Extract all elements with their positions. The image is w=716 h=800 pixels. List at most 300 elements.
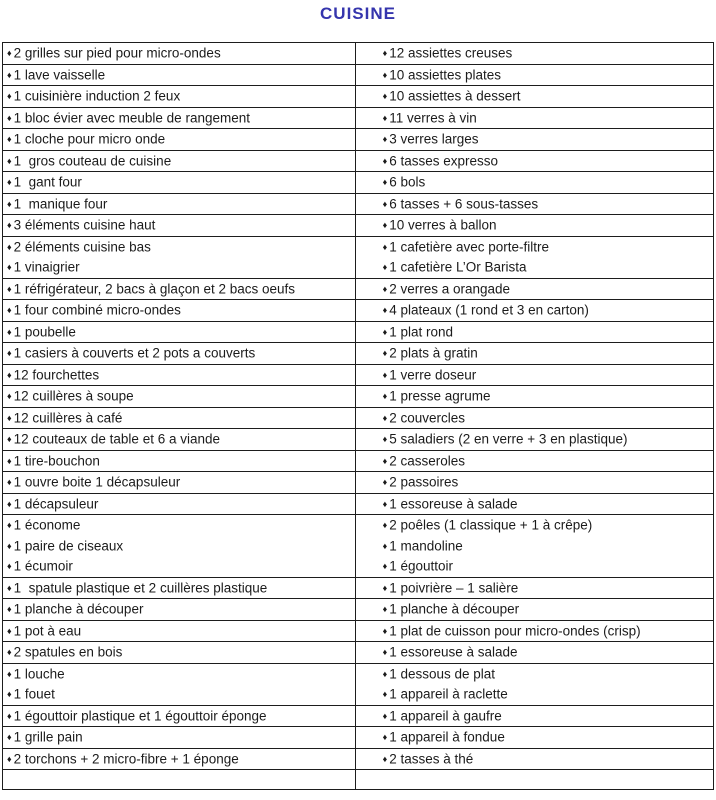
item-text: 1 planche à découper [13, 601, 144, 617]
item-text: 1 ouvre boite 1 décapsuleur [13, 474, 181, 490]
item-text: 1 cafetière avec porte-filtre [389, 239, 550, 254]
right-cell [355, 642, 713, 664]
left-cell [3, 107, 356, 129]
diamond-bullet-icon: ♦ [7, 625, 12, 636]
item-text: 1 manique four [13, 196, 108, 211]
left-cell [3, 386, 356, 408]
table-row [3, 215, 714, 237]
right-cell [355, 236, 713, 278]
list-item [3, 451, 355, 472]
list-item [3, 727, 355, 748]
table-row [3, 620, 714, 642]
list-item [3, 706, 355, 727]
table-row [3, 64, 714, 86]
diamond-bullet-icon: ♦ [7, 477, 12, 487]
left-cell [3, 663, 356, 705]
right-cell [355, 599, 713, 621]
list-item [356, 300, 713, 321]
diamond-bullet-icon: ♦ [7, 220, 12, 230]
list-item [3, 215, 355, 236]
item-text: 2 casseroles [389, 453, 466, 468]
item-text: 1 vinaigrier [13, 259, 80, 275]
list-item [3, 578, 355, 599]
diamond-bullet-icon: ♦ [7, 455, 12, 466]
diamond-bullet-icon: ♦ [382, 477, 388, 487]
table-row [3, 236, 714, 278]
left-cell [3, 515, 356, 578]
item-text: 1 lave vaisselle [13, 67, 106, 82]
item-text: 1 tire-bouchon [13, 453, 100, 468]
item-text: 1 spatule plastique et 2 cuillères plastique [13, 580, 268, 595]
item-text: 6 tasses + 6 sous-tasses [389, 196, 539, 211]
right-cell [355, 663, 713, 705]
right-cell [355, 407, 713, 429]
item-text: 1 poubelle [13, 324, 76, 339]
list-item [3, 684, 355, 705]
right-cell [355, 107, 713, 129]
right-cell [355, 705, 713, 727]
list-item [3, 599, 355, 620]
item-text: 1 économe [13, 517, 81, 533]
diamond-bullet-icon: ♦ [382, 155, 388, 166]
list-item [3, 556, 355, 577]
list-item [356, 515, 713, 536]
list-item [3, 749, 355, 770]
left-cell [3, 364, 356, 386]
page-title: CUISINE [320, 4, 396, 23]
right-cell [355, 321, 713, 343]
diamond-bullet-icon: ♦ [382, 412, 388, 423]
list-item [3, 343, 355, 364]
item-text: 3 verres larges [389, 131, 479, 147]
left-cell [3, 620, 356, 642]
left-cell [3, 215, 356, 237]
diamond-bullet-icon: ♦ [7, 369, 12, 380]
diamond-bullet-icon: ♦ [7, 561, 12, 571]
item-text: 1 verre doseur [389, 367, 477, 382]
item-text: 1 essoreuse à salade [389, 644, 518, 660]
diamond-bullet-icon: ♦ [382, 326, 388, 337]
item-text: 6 tasses expresso [389, 153, 499, 168]
diamond-bullet-icon: ♦ [7, 91, 12, 101]
list-item [3, 642, 355, 663]
list-item [3, 279, 355, 300]
diamond-bullet-icon: ♦ [382, 625, 388, 636]
diamond-bullet-icon: ♦ [7, 348, 12, 358]
list-item [356, 343, 713, 364]
list-item [3, 536, 355, 557]
table-row [3, 429, 714, 451]
list-item [356, 472, 713, 493]
left-cell [3, 450, 356, 472]
table-row [3, 172, 714, 194]
diamond-bullet-icon: ♦ [382, 369, 388, 380]
list-item [356, 151, 713, 172]
diamond-bullet-icon: ♦ [7, 305, 12, 315]
list-item [356, 279, 713, 300]
inventory-table-body [3, 43, 714, 790]
list-item [356, 257, 713, 278]
diamond-bullet-icon: ♦ [7, 689, 12, 699]
item-text: 1 mandoline [389, 538, 463, 553]
diamond-bullet-icon: ♦ [382, 198, 388, 209]
left-cell [3, 642, 356, 664]
item-text: 1 écumoir [13, 558, 73, 574]
item-text: 1 louche [13, 666, 65, 681]
diamond-bullet-icon: ♦ [382, 305, 388, 315]
right-cell [355, 215, 713, 237]
list-item [356, 706, 713, 727]
list-item [3, 408, 355, 429]
list-item [356, 322, 713, 343]
diamond-bullet-icon: ♦ [382, 540, 388, 551]
diamond-bullet-icon: ♦ [7, 668, 12, 679]
item-text: 1 appareil à gaufre [389, 708, 502, 723]
left-cell [3, 705, 356, 727]
diamond-bullet-icon: ♦ [382, 520, 388, 530]
table-row [3, 321, 714, 343]
list-item [3, 621, 355, 642]
diamond-bullet-icon: ♦ [7, 134, 12, 144]
diamond-bullet-icon: ♦ [7, 412, 12, 423]
item-text: 1 égouttoir [389, 558, 454, 574]
item-text: 1 bloc évier avec meuble de rangement [13, 110, 250, 125]
table-row [3, 663, 714, 705]
item-text: 1 plat de cuisson pour micro-ondes (crisp) [389, 623, 641, 638]
item-text: 2 verres a orangade [389, 281, 511, 296]
diamond-bullet-icon: ♦ [7, 112, 12, 123]
item-text: 1 appareil à raclette [389, 686, 508, 702]
diamond-bullet-icon: ♦ [7, 604, 12, 614]
left-cell [3, 407, 356, 429]
right-cell [355, 472, 713, 494]
item-text: 2 torchons + 2 micro-fibre + 1 éponge [13, 751, 239, 766]
item-text: 1 casiers à couverts et 2 pots a couverts [13, 345, 256, 361]
table-row [3, 150, 714, 172]
left-cell [3, 193, 356, 215]
list-item [3, 664, 355, 685]
table-row [3, 386, 714, 408]
right-cell [355, 515, 713, 578]
diamond-bullet-icon: ♦ [382, 455, 388, 466]
item-text: 12 cuillères à café [13, 410, 123, 425]
list-item [3, 494, 355, 515]
list-item [356, 194, 713, 215]
table-row [3, 642, 714, 664]
diamond-bullet-icon: ♦ [382, 348, 388, 358]
diamond-bullet-icon: ♦ [382, 220, 388, 230]
item-text: 4 plateaux (1 rond et 3 en carton) [389, 302, 589, 318]
item-text: 1 appareil à fondue [389, 729, 505, 745]
diamond-bullet-icon: ♦ [7, 48, 12, 58]
list-item [3, 257, 355, 278]
inventory-table [2, 42, 714, 790]
right-cell [355, 43, 713, 65]
list-item [356, 108, 713, 129]
diamond-bullet-icon: ♦ [382, 283, 388, 294]
table-row [3, 193, 714, 215]
list-item [356, 749, 713, 770]
table-row [3, 364, 714, 386]
left-cell [3, 150, 356, 172]
diamond-bullet-icon: ♦ [7, 753, 12, 764]
list-item [356, 621, 713, 642]
item-text: 5 saladiers (2 en verre + 3 en plastique) [389, 431, 628, 447]
item-text: 1 réfrigérateur, 2 bacs à glaçon et 2 bacs oeufs [13, 281, 296, 296]
diamond-bullet-icon: ♦ [382, 561, 388, 571]
item-text: 2 grilles sur pied pour micro-ondes [13, 45, 221, 61]
item-text: 12 cuillères à soupe [13, 388, 134, 404]
left-cell [3, 236, 356, 278]
item-text: 1 four combiné micro-ondes [13, 302, 181, 318]
diamond-bullet-icon: ♦ [7, 262, 12, 272]
diamond-bullet-icon: ♦ [382, 91, 388, 101]
item-text: 6 bols [389, 174, 426, 190]
list-item [3, 429, 355, 450]
left-cell [3, 43, 356, 65]
list-item [3, 43, 355, 64]
item-text: 10 verres à ballon [389, 217, 497, 233]
table-row [3, 472, 714, 494]
right-cell [355, 493, 713, 515]
right-cell [355, 129, 713, 151]
right-cell [355, 343, 713, 365]
list-item [3, 472, 355, 493]
item-text: 10 assiettes à dessert [389, 88, 521, 104]
left-cell [3, 86, 356, 108]
diamond-bullet-icon: ♦ [7, 498, 12, 509]
list-item [3, 86, 355, 107]
right-cell [355, 429, 713, 451]
diamond-bullet-icon: ♦ [382, 710, 388, 721]
diamond-bullet-icon: ♦ [382, 689, 388, 699]
diamond-bullet-icon: ♦ [7, 283, 12, 294]
right-cell [355, 193, 713, 215]
list-item [3, 129, 355, 150]
item-text: 10 assiettes plates [389, 67, 502, 82]
item-text: 2 passoires [389, 474, 459, 490]
item-text: 1 planche à découper [389, 601, 520, 617]
diamond-bullet-icon: ♦ [7, 647, 12, 657]
left-cell [3, 472, 356, 494]
right-cell [355, 86, 713, 108]
list-item [356, 65, 713, 86]
diamond-bullet-icon: ♦ [382, 732, 388, 742]
list-item [356, 365, 713, 386]
right-cell [355, 386, 713, 408]
table-row [3, 493, 714, 515]
list-item [356, 386, 713, 407]
item-text: 2 couvercles [389, 410, 466, 425]
table-row [3, 43, 714, 65]
list-item [3, 386, 355, 407]
item-text: 1 pot à eau [13, 623, 82, 638]
list-item [356, 578, 713, 599]
diamond-bullet-icon: ♦ [382, 112, 388, 123]
table-row [3, 748, 714, 770]
item-text: 1 grille pain [13, 729, 83, 745]
item-text: 1 égouttoir plastique et 1 égouttoir éponge [13, 708, 267, 723]
right-cell [355, 577, 713, 599]
item-text: 11 verres à vin [389, 110, 477, 125]
item-text: 1 essoreuse à salade [389, 496, 518, 511]
list-item [3, 365, 355, 386]
table-row [3, 577, 714, 599]
list-item [3, 300, 355, 321]
item-text: 1 paire de ciseaux [13, 538, 124, 553]
item-text: 1 poivrière – 1 salière [389, 580, 519, 595]
diamond-bullet-icon: ♦ [7, 177, 12, 187]
diamond-bullet-icon: ♦ [382, 434, 388, 444]
diamond-bullet-icon: ♦ [7, 434, 12, 444]
item-text: 1 gant four [13, 174, 82, 190]
item-text: 3 éléments cuisine haut [13, 217, 156, 233]
list-item [356, 429, 713, 450]
item-text: 1 cloche pour micro onde [13, 131, 166, 147]
list-item [356, 664, 713, 685]
left-cell [3, 321, 356, 343]
list-item [356, 599, 713, 620]
left-cell [3, 599, 356, 621]
diamond-bullet-icon: ♦ [382, 668, 388, 679]
table-row [3, 770, 714, 790]
item-text: 2 spatules en bois [13, 644, 123, 660]
left-cell [3, 64, 356, 86]
list-item [356, 494, 713, 515]
diamond-bullet-icon: ♦ [7, 732, 12, 742]
list-item [356, 237, 713, 258]
diamond-bullet-icon: ♦ [382, 48, 388, 58]
item-text: 1 décapsuleur [13, 496, 99, 511]
item-text: 1 cafetière L’Or Barista [389, 259, 527, 275]
left-cell [3, 129, 356, 151]
table-row [3, 515, 714, 578]
item-text: 1 plat rond [389, 324, 454, 339]
diamond-bullet-icon: ♦ [7, 241, 12, 252]
item-text: 2 poêles (1 classique + 1 à crêpe) [389, 517, 593, 533]
right-cell [355, 450, 713, 472]
item-text: 1 dessous de plat [389, 666, 496, 681]
diamond-bullet-icon: ♦ [7, 69, 12, 80]
left-cell [3, 748, 356, 770]
right-cell [355, 64, 713, 86]
table-row [3, 343, 714, 365]
table-row [3, 300, 714, 322]
item-text: 1 presse agrume [389, 388, 491, 404]
list-item [356, 172, 713, 193]
table-row [3, 129, 714, 151]
list-item [3, 194, 355, 215]
table-row [3, 727, 714, 749]
diamond-bullet-icon: ♦ [7, 198, 12, 209]
item-text: 2 éléments cuisine bas [13, 239, 151, 254]
diamond-bullet-icon: ♦ [382, 604, 388, 614]
diamond-bullet-icon: ♦ [7, 582, 12, 593]
item-text: 1 fouet [13, 686, 55, 702]
left-cell [3, 300, 356, 322]
item-text: 12 couteaux de table et 6 a viande [13, 431, 221, 447]
list-item [356, 451, 713, 472]
list-item [3, 108, 355, 129]
diamond-bullet-icon: ♦ [7, 520, 12, 530]
right-cell [355, 364, 713, 386]
list-item [356, 129, 713, 150]
left-cell [3, 172, 356, 194]
list-item [356, 86, 713, 107]
right-cell [355, 727, 713, 749]
item-text: 1 gros couteau de cuisine [13, 153, 172, 168]
right-cell [355, 278, 713, 300]
right-cell [355, 300, 713, 322]
diamond-bullet-icon: ♦ [7, 391, 12, 401]
diamond-bullet-icon: ♦ [7, 710, 12, 721]
list-item [356, 684, 713, 705]
list-item [3, 322, 355, 343]
right-cell [355, 172, 713, 194]
list-item [3, 172, 355, 193]
left-cell [3, 278, 356, 300]
list-item [356, 43, 713, 64]
list-item [356, 642, 713, 663]
diamond-bullet-icon: ♦ [382, 391, 388, 401]
table-row [3, 450, 714, 472]
diamond-bullet-icon: ♦ [382, 498, 388, 509]
list-item [3, 65, 355, 86]
left-cell [3, 429, 356, 451]
diamond-bullet-icon: ♦ [382, 647, 388, 657]
right-cell [355, 770, 713, 790]
diamond-bullet-icon: ♦ [382, 753, 388, 764]
right-cell [355, 620, 713, 642]
left-cell [3, 493, 356, 515]
list-item [356, 408, 713, 429]
list-item [356, 536, 713, 557]
list-item [3, 237, 355, 258]
item-text: 2 plats à gratin [389, 345, 478, 361]
item-text: 2 tasses à thé [389, 751, 474, 766]
table-row [3, 407, 714, 429]
right-cell [355, 150, 713, 172]
left-cell [3, 727, 356, 749]
table-row [3, 107, 714, 129]
left-cell [3, 770, 356, 790]
table-row [3, 278, 714, 300]
list-item [3, 151, 355, 172]
table-row [3, 599, 714, 621]
left-cell [3, 577, 356, 599]
item-text: 12 fourchettes [13, 367, 100, 382]
diamond-bullet-icon: ♦ [382, 177, 388, 187]
list-item [356, 727, 713, 748]
diamond-bullet-icon: ♦ [382, 134, 388, 144]
diamond-bullet-icon: ♦ [7, 155, 12, 166]
diamond-bullet-icon: ♦ [7, 540, 12, 551]
list-item [3, 515, 355, 536]
diamond-bullet-icon: ♦ [382, 582, 388, 593]
table-row [3, 705, 714, 727]
item-text: 1 cuisinière induction 2 feux [13, 88, 181, 104]
diamond-bullet-icon: ♦ [7, 326, 12, 337]
diamond-bullet-icon: ♦ [382, 69, 388, 80]
diamond-bullet-icon: ♦ [382, 262, 388, 272]
right-cell [355, 748, 713, 770]
item-text: 12 assiettes creuses [389, 45, 513, 61]
list-item [356, 556, 713, 577]
table-row [3, 86, 714, 108]
left-cell [3, 343, 356, 365]
list-item [356, 215, 713, 236]
diamond-bullet-icon: ♦ [382, 241, 388, 252]
